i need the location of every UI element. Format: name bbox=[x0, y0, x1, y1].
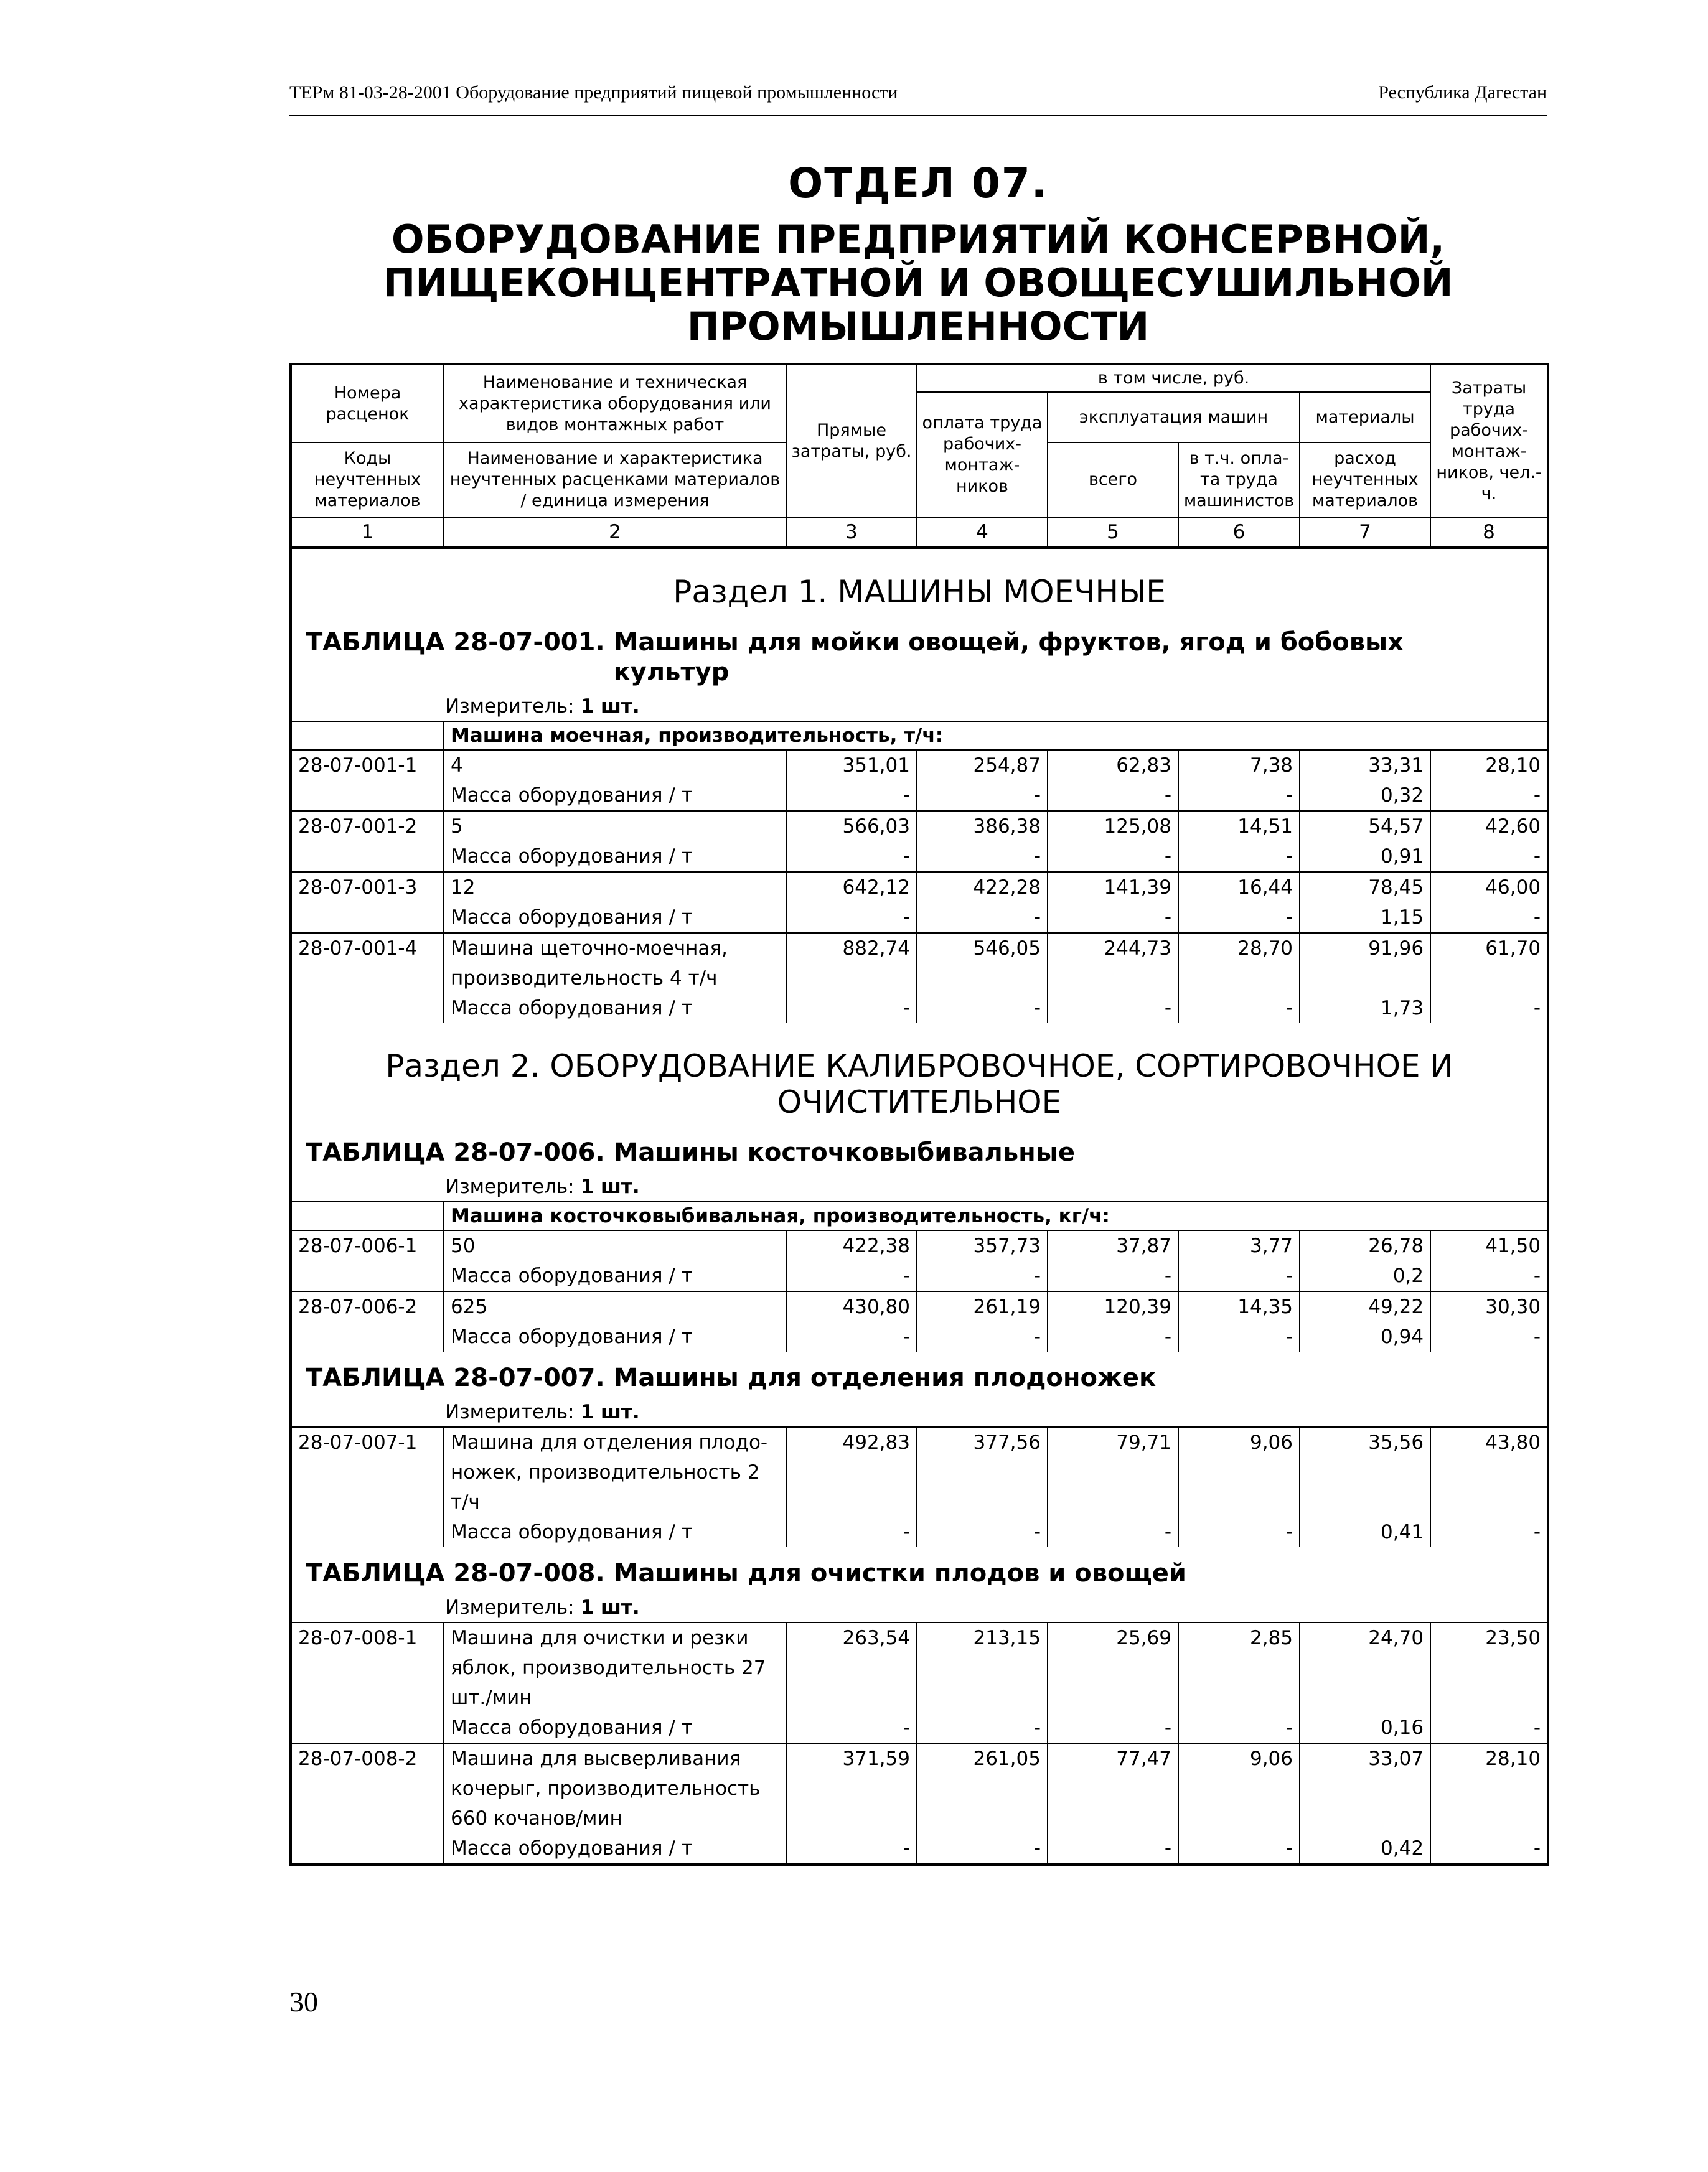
table-name: Машины для очистки плодов и овощей bbox=[613, 1559, 1186, 1588]
rate-name: 50 bbox=[444, 1230, 786, 1261]
mass-m8: - bbox=[1430, 780, 1548, 811]
group-label: Машина моечная, производительность, т/ч: bbox=[444, 721, 1548, 750]
column-number: 2 bbox=[444, 517, 786, 548]
group-row bbox=[291, 1202, 1548, 1230]
mass-m3: - bbox=[786, 1517, 917, 1547]
mass-m4: - bbox=[917, 1322, 1048, 1352]
table-title bbox=[291, 1547, 1548, 1588]
materials-header: материалы bbox=[1300, 392, 1430, 442]
mass-m6: - bbox=[1178, 1322, 1300, 1352]
value-v4: 213,15 bbox=[917, 1622, 1048, 1713]
mass-label: Масса оборудования / т bbox=[444, 993, 786, 1023]
value-v4: 261,05 bbox=[917, 1743, 1048, 1833]
meter-value: 1 шт. bbox=[580, 1401, 640, 1423]
mass-m5: - bbox=[1048, 902, 1178, 933]
mass-m7: 0,16 bbox=[1300, 1713, 1430, 1743]
mass-m8: - bbox=[1430, 841, 1548, 872]
column-number: 3 bbox=[786, 517, 917, 548]
mass-row bbox=[291, 1517, 1548, 1547]
value-v7: 49,22 bbox=[1300, 1291, 1430, 1322]
mass-m8: - bbox=[1430, 902, 1548, 933]
table-title-row bbox=[291, 1547, 1548, 1588]
mass-label: Масса оборудования / т bbox=[444, 1713, 786, 1743]
rate-name: Машина для высверливания кочерыг, производительность 660 кочанов/мин bbox=[444, 1743, 786, 1833]
table-row bbox=[291, 750, 1548, 780]
mass-m7: 0,41 bbox=[1300, 1517, 1430, 1547]
meter-row bbox=[291, 1393, 1548, 1427]
rate-name: Машина для очистки и резки яблок, производительность 27 шт./мин bbox=[444, 1622, 786, 1713]
mass-row bbox=[291, 1713, 1548, 1743]
mass-m8: - bbox=[1430, 993, 1548, 1023]
meter-value: 1 шт. bbox=[580, 1596, 640, 1619]
mass-m3: - bbox=[786, 1713, 917, 1743]
value-v8: 41,50 bbox=[1430, 1230, 1548, 1261]
column-number: 1 bbox=[291, 517, 444, 548]
value-v5: 244,73 bbox=[1048, 933, 1178, 993]
table-title-row bbox=[291, 616, 1548, 687]
meter bbox=[291, 687, 1548, 721]
value-v4: 386,38 bbox=[917, 811, 1048, 841]
rate-code: 28-07-007-1 bbox=[291, 1427, 444, 1517]
rate-name: 625 bbox=[444, 1291, 786, 1322]
col2-top-header: Наименование и техническая характеристика оборудования или видов монтажных работ bbox=[444, 364, 786, 442]
table-row bbox=[291, 872, 1548, 902]
value-v7: 24,70 bbox=[1300, 1622, 1430, 1713]
column-number: 7 bbox=[1300, 517, 1430, 548]
meter-row bbox=[291, 687, 1548, 721]
value-v5: 125,08 bbox=[1048, 811, 1178, 841]
rate-code: 28-07-008-1 bbox=[291, 1622, 444, 1713]
mass-m3: - bbox=[786, 841, 917, 872]
mass-row bbox=[291, 1261, 1548, 1291]
section-heading-row bbox=[291, 548, 1548, 616]
mass-spacer bbox=[291, 1517, 444, 1547]
rate-name: Машина для отделения плодо-ножек, производительность 2 т/ч bbox=[444, 1427, 786, 1517]
table-header bbox=[291, 364, 1548, 548]
mass-m5: - bbox=[1048, 1322, 1178, 1352]
column-number: 5 bbox=[1048, 517, 1178, 548]
col5-header: всего bbox=[1048, 442, 1178, 517]
mass-m7: 1,15 bbox=[1300, 902, 1430, 933]
value-v3: 882,74 bbox=[786, 933, 917, 993]
value-v4: 422,28 bbox=[917, 872, 1048, 902]
price-table bbox=[289, 363, 1549, 1866]
rate-name: 4 bbox=[444, 750, 786, 780]
department-title-line: ПИЩЕКОНЦЕНТРАТНОЙ И ОВОЩЕСУШИЛЬНОЙ bbox=[383, 260, 1453, 306]
value-v7: 26,78 bbox=[1300, 1230, 1430, 1261]
value-v5: 120,39 bbox=[1048, 1291, 1178, 1322]
value-v8: 23,50 bbox=[1430, 1622, 1548, 1713]
col4-header: оплата труда рабочих-монтаж-ников bbox=[917, 392, 1048, 517]
value-v6: 3,77 bbox=[1178, 1230, 1300, 1261]
meter-label: Измеритель: bbox=[445, 1596, 575, 1619]
value-v8: 30,30 bbox=[1430, 1291, 1548, 1322]
value-v8: 42,60 bbox=[1430, 811, 1548, 841]
rate-code: 28-07-008-2 bbox=[291, 1743, 444, 1833]
value-v3: 492,83 bbox=[786, 1427, 917, 1517]
value-v7: 54,57 bbox=[1300, 811, 1430, 841]
mass-m6: - bbox=[1178, 1517, 1300, 1547]
value-v6: 9,06 bbox=[1178, 1743, 1300, 1833]
value-v7: 33,31 bbox=[1300, 750, 1430, 780]
group-spacer bbox=[291, 1202, 444, 1230]
machines-header: эксплуатация машин bbox=[1048, 392, 1300, 442]
running-header bbox=[289, 82, 1547, 115]
mass-label: Масса оборудования / т bbox=[444, 1833, 786, 1865]
mass-m3: - bbox=[786, 780, 917, 811]
value-v6: 7,38 bbox=[1178, 750, 1300, 780]
mass-m5: - bbox=[1048, 841, 1178, 872]
column-number: 8 bbox=[1430, 517, 1548, 548]
value-v3: 371,59 bbox=[786, 1743, 917, 1833]
value-v6: 14,35 bbox=[1178, 1291, 1300, 1322]
mass-m5: - bbox=[1048, 1517, 1178, 1547]
value-v7: 91,96 bbox=[1300, 933, 1430, 993]
rate-name: Машина щеточно-моечная, производительность 4 т/ч bbox=[444, 933, 786, 993]
mass-spacer bbox=[291, 1261, 444, 1291]
value-v5: 25,69 bbox=[1048, 1622, 1178, 1713]
table-name: Машины для мойки овощей, фруктов, ягод и бобовых культур bbox=[613, 628, 1404, 686]
rate-code: 28-07-001-3 bbox=[291, 872, 444, 902]
mass-m8: - bbox=[1430, 1833, 1548, 1865]
rate-code: 28-07-001-1 bbox=[291, 750, 444, 780]
table-title bbox=[291, 616, 1548, 687]
mass-row bbox=[291, 902, 1548, 933]
value-v7: 33,07 bbox=[1300, 1743, 1430, 1833]
mass-spacer bbox=[291, 902, 444, 933]
mass-m3: - bbox=[786, 902, 917, 933]
table-row bbox=[291, 1230, 1548, 1261]
table-name: Машины косточковыбивальные bbox=[613, 1138, 1076, 1167]
mass-spacer bbox=[291, 1322, 444, 1352]
table-row bbox=[291, 1291, 1548, 1322]
value-v7: 78,45 bbox=[1300, 872, 1430, 902]
table-code: ТАБЛИЦА 28-07-006. bbox=[306, 1138, 605, 1167]
mass-m6: - bbox=[1178, 902, 1300, 933]
mass-m5: - bbox=[1048, 1261, 1178, 1291]
value-v3: 430,80 bbox=[786, 1291, 917, 1322]
rate-code: 28-07-001-4 bbox=[291, 933, 444, 993]
mass-m5: - bbox=[1048, 993, 1178, 1023]
value-v5: 141,39 bbox=[1048, 872, 1178, 902]
mass-label: Масса оборудования / т bbox=[444, 780, 786, 811]
header-rule bbox=[289, 115, 1547, 116]
mass-row bbox=[291, 1833, 1548, 1865]
col2-bottom-header: Наименование и характеристика неучтенных расценками материалов / единица измерения bbox=[444, 442, 786, 517]
meter bbox=[291, 1588, 1548, 1622]
rate-code: 28-07-001-2 bbox=[291, 811, 444, 841]
mass-m3: - bbox=[786, 1261, 917, 1291]
mass-m4: - bbox=[917, 1833, 1048, 1865]
mass-m4: - bbox=[917, 993, 1048, 1023]
table-title-row bbox=[291, 1352, 1548, 1393]
mass-spacer bbox=[291, 1833, 444, 1865]
department-title bbox=[289, 218, 1547, 349]
mass-spacer bbox=[291, 841, 444, 872]
mass-m5: - bbox=[1048, 1833, 1178, 1865]
page-number: 30 bbox=[289, 1986, 318, 2018]
value-v8: 46,00 bbox=[1430, 872, 1548, 902]
meter bbox=[291, 1168, 1548, 1202]
mass-m3: - bbox=[786, 993, 917, 1023]
table-name: Машины для отделения плодоножек bbox=[613, 1364, 1157, 1392]
col1-top-header: Номера расценок bbox=[291, 364, 444, 442]
table-body bbox=[291, 548, 1548, 1865]
including-header: в том числе, руб. bbox=[917, 364, 1430, 392]
mass-label: Масса оборудования / т bbox=[444, 902, 786, 933]
mass-m7: 1,73 bbox=[1300, 993, 1430, 1023]
mass-spacer bbox=[291, 993, 444, 1023]
mass-m8: - bbox=[1430, 1261, 1548, 1291]
col8-header: Затраты труда рабочих-монтаж-ников, чел.-ч. bbox=[1430, 364, 1548, 517]
section-heading-row bbox=[291, 1023, 1548, 1126]
mass-m7: 0,32 bbox=[1300, 780, 1430, 811]
table-row bbox=[291, 1743, 1548, 1833]
group-row bbox=[291, 721, 1548, 750]
mass-spacer bbox=[291, 1713, 444, 1743]
group-spacer bbox=[291, 721, 444, 750]
meter-row bbox=[291, 1588, 1548, 1622]
mass-m5: - bbox=[1048, 1713, 1178, 1743]
mass-row bbox=[291, 841, 1548, 872]
mass-label: Масса оборудования / т bbox=[444, 1261, 786, 1291]
col3-header: Прямые затраты, руб. bbox=[786, 364, 917, 517]
department-number: ОТДЕЛ 07. bbox=[788, 159, 1048, 207]
mass-m7: 0,94 bbox=[1300, 1322, 1430, 1352]
value-v5: 79,71 bbox=[1048, 1427, 1178, 1517]
section-title: Раздел 1. МАШИНЫ МОЕЧНЫЕ bbox=[673, 574, 1166, 610]
department-title-line: ОБОРУДОВАНИЕ ПРЕДПРИЯТИЙ КОНСЕРВНОЙ, bbox=[391, 217, 1445, 262]
meter-label: Измеритель: bbox=[445, 1401, 575, 1423]
rate-name: 12 bbox=[444, 872, 786, 902]
value-v3: 351,01 bbox=[786, 750, 917, 780]
mass-m4: - bbox=[917, 841, 1048, 872]
department-title-line: ПРОМЫШЛЕННОСТИ bbox=[687, 304, 1150, 349]
header-region: Республика Дагестан bbox=[1378, 82, 1547, 103]
mass-m6: - bbox=[1178, 1833, 1300, 1865]
mass-row bbox=[291, 993, 1548, 1023]
table-title bbox=[291, 1126, 1548, 1168]
value-v8: 28,10 bbox=[1430, 750, 1548, 780]
value-v6: 2,85 bbox=[1178, 1622, 1300, 1713]
value-v4: 377,56 bbox=[917, 1427, 1048, 1517]
mass-m4: - bbox=[917, 1261, 1048, 1291]
section-title: Раздел 2. ОБОРУДОВАНИЕ КАЛИБРОВОЧНОЕ, СОРТИРОВОЧНОЕ И ОЧИСТИТЕЛЬНОЕ bbox=[385, 1048, 1453, 1120]
value-v4: 546,05 bbox=[917, 933, 1048, 993]
mass-m5: - bbox=[1048, 780, 1178, 811]
value-v6: 28,70 bbox=[1178, 933, 1300, 993]
value-v7: 35,56 bbox=[1300, 1427, 1430, 1517]
mass-spacer bbox=[291, 780, 444, 811]
rate-code: 28-07-006-2 bbox=[291, 1291, 444, 1322]
meter-label: Измеритель: bbox=[445, 695, 575, 718]
table-title-row bbox=[291, 1126, 1548, 1168]
value-v3: 263,54 bbox=[786, 1622, 917, 1713]
table-row bbox=[291, 1622, 1548, 1713]
mass-m6: - bbox=[1178, 780, 1300, 811]
mass-m8: - bbox=[1430, 1517, 1548, 1547]
col7-header: расход неучтенных материалов bbox=[1300, 442, 1430, 517]
table-code: ТАБЛИЦА 28-07-008. bbox=[306, 1559, 605, 1588]
value-v8: 43,80 bbox=[1430, 1427, 1548, 1517]
value-v8: 28,10 bbox=[1430, 1743, 1548, 1833]
value-v3: 566,03 bbox=[786, 811, 917, 841]
table-row bbox=[291, 1427, 1548, 1517]
column-number: 4 bbox=[917, 517, 1048, 548]
value-v6: 16,44 bbox=[1178, 872, 1300, 902]
meter bbox=[291, 1393, 1548, 1427]
mass-label: Масса оборудования / т bbox=[444, 841, 786, 872]
table-title bbox=[291, 1352, 1548, 1393]
mass-m7: 0,2 bbox=[1300, 1261, 1430, 1291]
header-document-title: ТЕРм 81-03-28-2001 Оборудование предприятий пищевой промышленности bbox=[289, 82, 898, 103]
mass-m8: - bbox=[1430, 1713, 1548, 1743]
mass-m3: - bbox=[786, 1322, 917, 1352]
mass-row bbox=[291, 1322, 1548, 1352]
value-v4: 357,73 bbox=[917, 1230, 1048, 1261]
mass-m4: - bbox=[917, 1713, 1048, 1743]
value-v3: 422,38 bbox=[786, 1230, 917, 1261]
rate-name: 5 bbox=[444, 811, 786, 841]
mass-m4: - bbox=[917, 780, 1048, 811]
meter-row bbox=[291, 1168, 1548, 1202]
group-label: Машина косточковыбивальная, производительность, кг/ч: bbox=[444, 1202, 1548, 1230]
mass-m6: - bbox=[1178, 1713, 1300, 1743]
value-v8: 61,70 bbox=[1430, 933, 1548, 993]
mass-m3: - bbox=[786, 1833, 917, 1865]
col1-bottom-header: Коды неучтенных материалов bbox=[291, 442, 444, 517]
table-code: ТАБЛИЦА 28-07-007. bbox=[306, 1364, 605, 1392]
mass-m6: - bbox=[1178, 1261, 1300, 1291]
value-v6: 14,51 bbox=[1178, 811, 1300, 841]
mass-m7: 0,42 bbox=[1300, 1833, 1430, 1865]
column-number: 6 bbox=[1178, 517, 1300, 548]
value-v6: 9,06 bbox=[1178, 1427, 1300, 1517]
mass-label: Масса оборудования / т bbox=[444, 1322, 786, 1352]
mass-m6: - bbox=[1178, 993, 1300, 1023]
mass-m4: - bbox=[917, 1517, 1048, 1547]
table-row bbox=[291, 933, 1548, 993]
mass-label: Масса оборудования / т bbox=[444, 1517, 786, 1547]
table-row bbox=[291, 811, 1548, 841]
rate-code: 28-07-006-1 bbox=[291, 1230, 444, 1261]
value-v5: 62,83 bbox=[1048, 750, 1178, 780]
value-v5: 77,47 bbox=[1048, 1743, 1178, 1833]
meter-value: 1 шт. bbox=[580, 695, 640, 718]
meter-value: 1 шт. bbox=[580, 1176, 640, 1198]
meter-label: Измеритель: bbox=[445, 1176, 575, 1198]
mass-m7: 0,91 bbox=[1300, 841, 1430, 872]
mass-m8: - bbox=[1430, 1322, 1548, 1352]
value-v3: 642,12 bbox=[786, 872, 917, 902]
mass-m6: - bbox=[1178, 841, 1300, 872]
column-number-row bbox=[291, 517, 1548, 548]
value-v4: 254,87 bbox=[917, 750, 1048, 780]
value-v5: 37,87 bbox=[1048, 1230, 1178, 1261]
col6-header: в т.ч. опла-та труда машинистов bbox=[1178, 442, 1300, 517]
mass-m4: - bbox=[917, 902, 1048, 933]
table-code: ТАБЛИЦА 28-07-001. bbox=[306, 628, 605, 657]
mass-row bbox=[291, 780, 1548, 811]
value-v4: 261,19 bbox=[917, 1291, 1048, 1322]
